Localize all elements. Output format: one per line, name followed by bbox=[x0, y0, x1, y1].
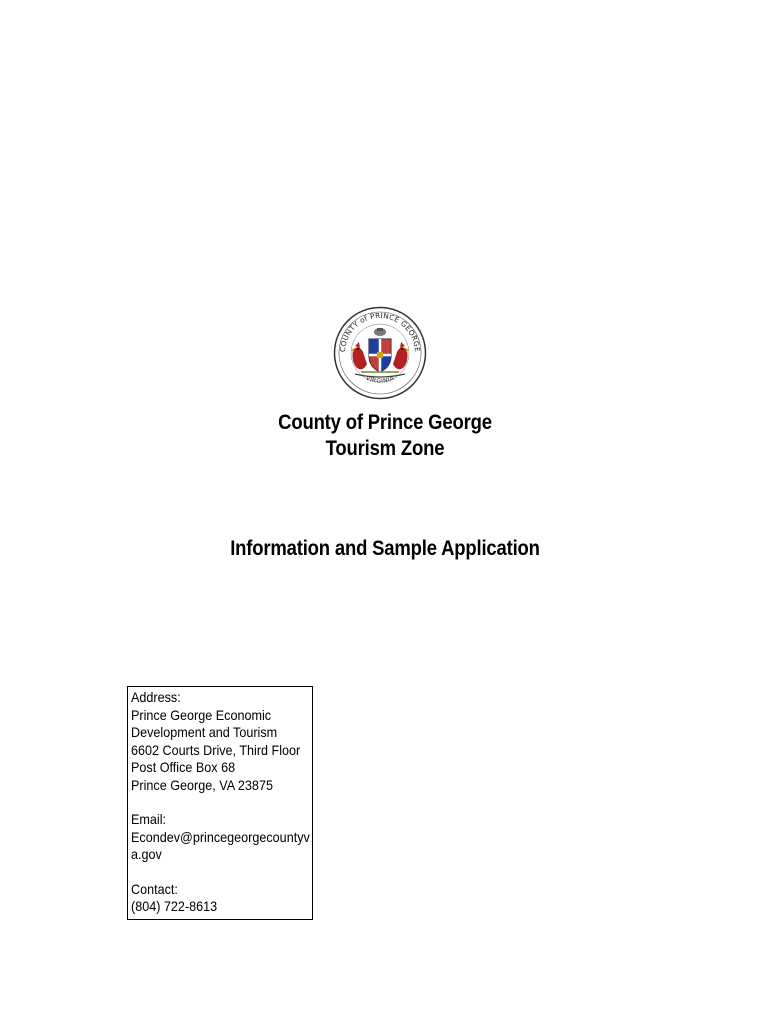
title-line-1: County of Prince George bbox=[278, 411, 492, 434]
email-label: Email: bbox=[131, 811, 167, 827]
contact-phone: (804) 722-8613 bbox=[131, 898, 218, 914]
email-line: Econdev@princegeorgecountyv bbox=[131, 828, 310, 845]
county-seal-logo bbox=[333, 306, 427, 400]
address-line: Prince George, VA 23875 bbox=[131, 776, 273, 793]
address-line: 6602 Courts Drive, Third Floor bbox=[131, 741, 301, 758]
address-line: Development and Tourism bbox=[131, 724, 278, 740]
contact-label: Contact: bbox=[131, 880, 178, 897]
address-label: Address: bbox=[131, 689, 181, 705]
address-line: Prince George Economic bbox=[131, 706, 272, 723]
address-line: Post Office Box 68 bbox=[131, 759, 236, 775]
document-subtitle: Information and Sample Application bbox=[230, 537, 540, 560]
email-line: a.gov bbox=[131, 846, 162, 862]
title-line-2: Tourism Zone bbox=[325, 437, 445, 460]
document-title bbox=[0, 410, 770, 462]
seal-top-text: COUNTY of PRINCE GEORGE bbox=[337, 310, 423, 353]
seal-bottom-text: VIRGINIA bbox=[364, 374, 396, 385]
contact-info-box bbox=[127, 686, 313, 920]
